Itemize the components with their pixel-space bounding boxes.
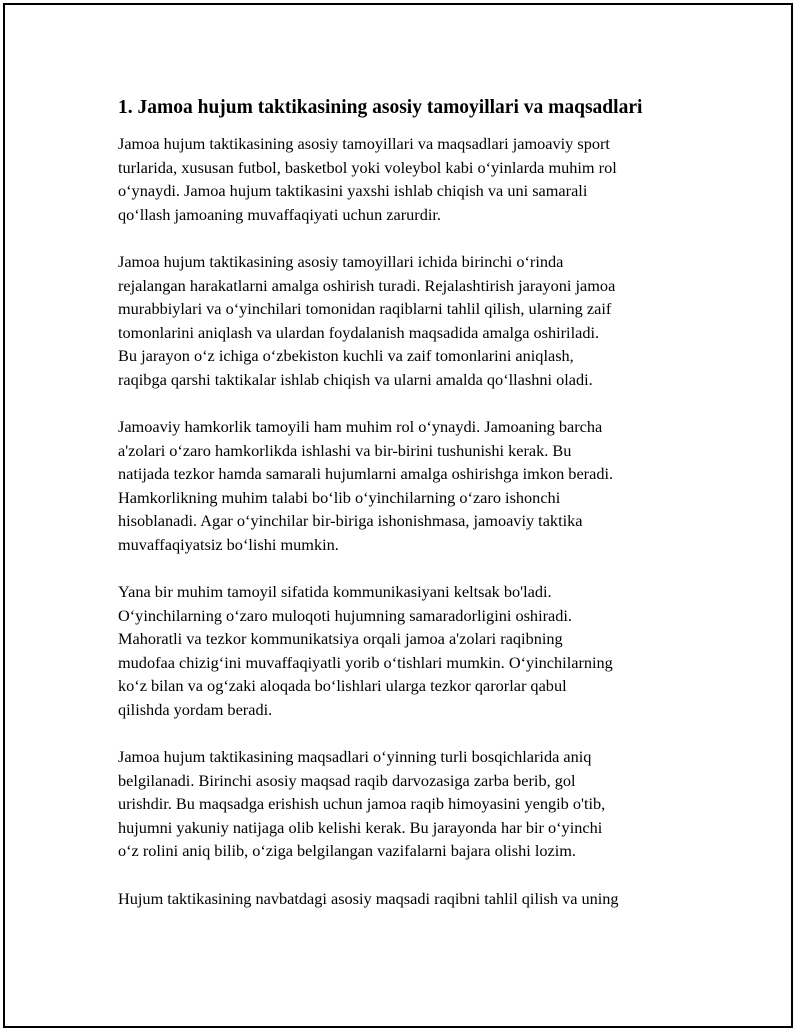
- text-line: O‘yinchilarning o‘zaro muloqoti hujumning samaradorligini oshiradi.: [118, 605, 572, 625]
- text-line: Jamoaviy hamkorlik tamoyili ham muhim rol o‘ynaydi. Jamoaning barcha: [118, 417, 603, 436]
- paragraph-1: [118, 132, 690, 226]
- text-line: Jamoa hujum taktikasining maqsadlari o‘yinning turli bosqichlarida aniq: [118, 747, 592, 766]
- text-line: Jamoa hujum taktikasining asosiy tamoyillari ichida birinchi o‘rinda: [118, 252, 564, 271]
- text-line: rejalangan harakatlarni amalga oshirish turadi. Rejalashtirish jarayoni jamoa: [118, 275, 616, 295]
- paragraph-5: [118, 745, 690, 863]
- text-line: o‘ynaydi. Jamoa hujum taktikasini yaxshi ishlab chiqish va uni samarali: [118, 181, 588, 200]
- text-line: hisoblanadi. Agar o‘yinchilar bir-biriga ishonishmasa, jamoaviy taktika: [118, 511, 583, 530]
- text-line: murabbiylari va o‘yinchilari tomonidan raqiblarni tahlil qilish, ularning zaif: [118, 299, 612, 318]
- text-line: natijada tezkor hamda samarali hujumlarni amalga oshirishga imkon beradi.: [118, 464, 614, 483]
- paragraph-3: [118, 415, 690, 556]
- text-line: Mahoratli va tezkor kommunikatsiya orqali jamoa a'zolari raqibning: [118, 629, 563, 648]
- paragraph-6: [118, 887, 690, 911]
- text-line: Hujum taktikasining navbatdagi asosiy maqsadi raqibni tahlil qilish va uning: [118, 888, 619, 908]
- text-line: muvaffaqiyatsiz bo‘lishi mumkin.: [118, 534, 339, 554]
- text-line: belgilanadi. Birinchi asosiy maqsad raqib darvozasiga zarba berib, gol: [118, 770, 576, 790]
- text-line: hujumni yakuniy natijaga olib kelishi kerak. Bu jarayonda har bir o‘yinchi: [118, 817, 603, 837]
- text-line: turlarida, xususan futbol, basketbol yoki voleybol kabi o‘yinlarda muhim rol: [118, 157, 617, 177]
- paragraph-4: [118, 580, 690, 721]
- text-line: raqibga qarshi taktikalar ishlab chiqish va ularni amalda qo‘llashni oladi.: [118, 369, 593, 389]
- section-heading: 1. Jamoa hujum taktikasining asosiy tamoyillari va maqsadlari: [118, 97, 643, 118]
- text-line: urishdir. Bu maqsadga erishish uchun jamoa raqib himoyasini yengib o'tib,: [118, 794, 606, 813]
- text-line: mudofaa chizig‘ini muvaffaqiyatli yorib o‘tishlari mumkin. O‘yinchilarning: [118, 652, 613, 672]
- text-line: Hamkorlikning muhim talabi bo‘lib o‘yinchilarning o‘zaro ishonchi: [118, 487, 561, 507]
- text-line: ko‘z bilan va og‘zaki aloqada bo‘lishlari ularga tezkor qarorlar qabul: [118, 676, 567, 695]
- text-line: tomonlarini aniqlash va ulardan foydalanish maqsadida amalga oshiriladi.: [118, 322, 600, 342]
- text-line: a'zolari o‘zaro hamkorlikda ishlashi va bir-birini tushunishi kerak. Bu: [118, 440, 572, 460]
- text-line: Yana bir muhim tamoyil sifatida kommunikasiyani keltsak bo'ladi.: [118, 582, 552, 601]
- text-line: Bu jarayon o‘z ichiga o‘zbekiston kuchli va zaif tomonlarini aniqlash,: [118, 346, 574, 365]
- text-line: qo‘llash jamoaning muvaffaqiyati uchun zarurdir.: [118, 204, 441, 224]
- text-line: qilishda yordam beradi.: [118, 699, 273, 719]
- text-line: Jamoa hujum taktikasining asosiy tamoyillari va maqsadlari jamoaviy sport: [118, 134, 610, 153]
- text-line: o‘z rolini aniq bilib, o‘ziga belgilangan vazifalarni bajara olishi lozim.: [118, 841, 576, 860]
- document-body: [118, 96, 690, 934]
- paragraph-2: [118, 250, 690, 391]
